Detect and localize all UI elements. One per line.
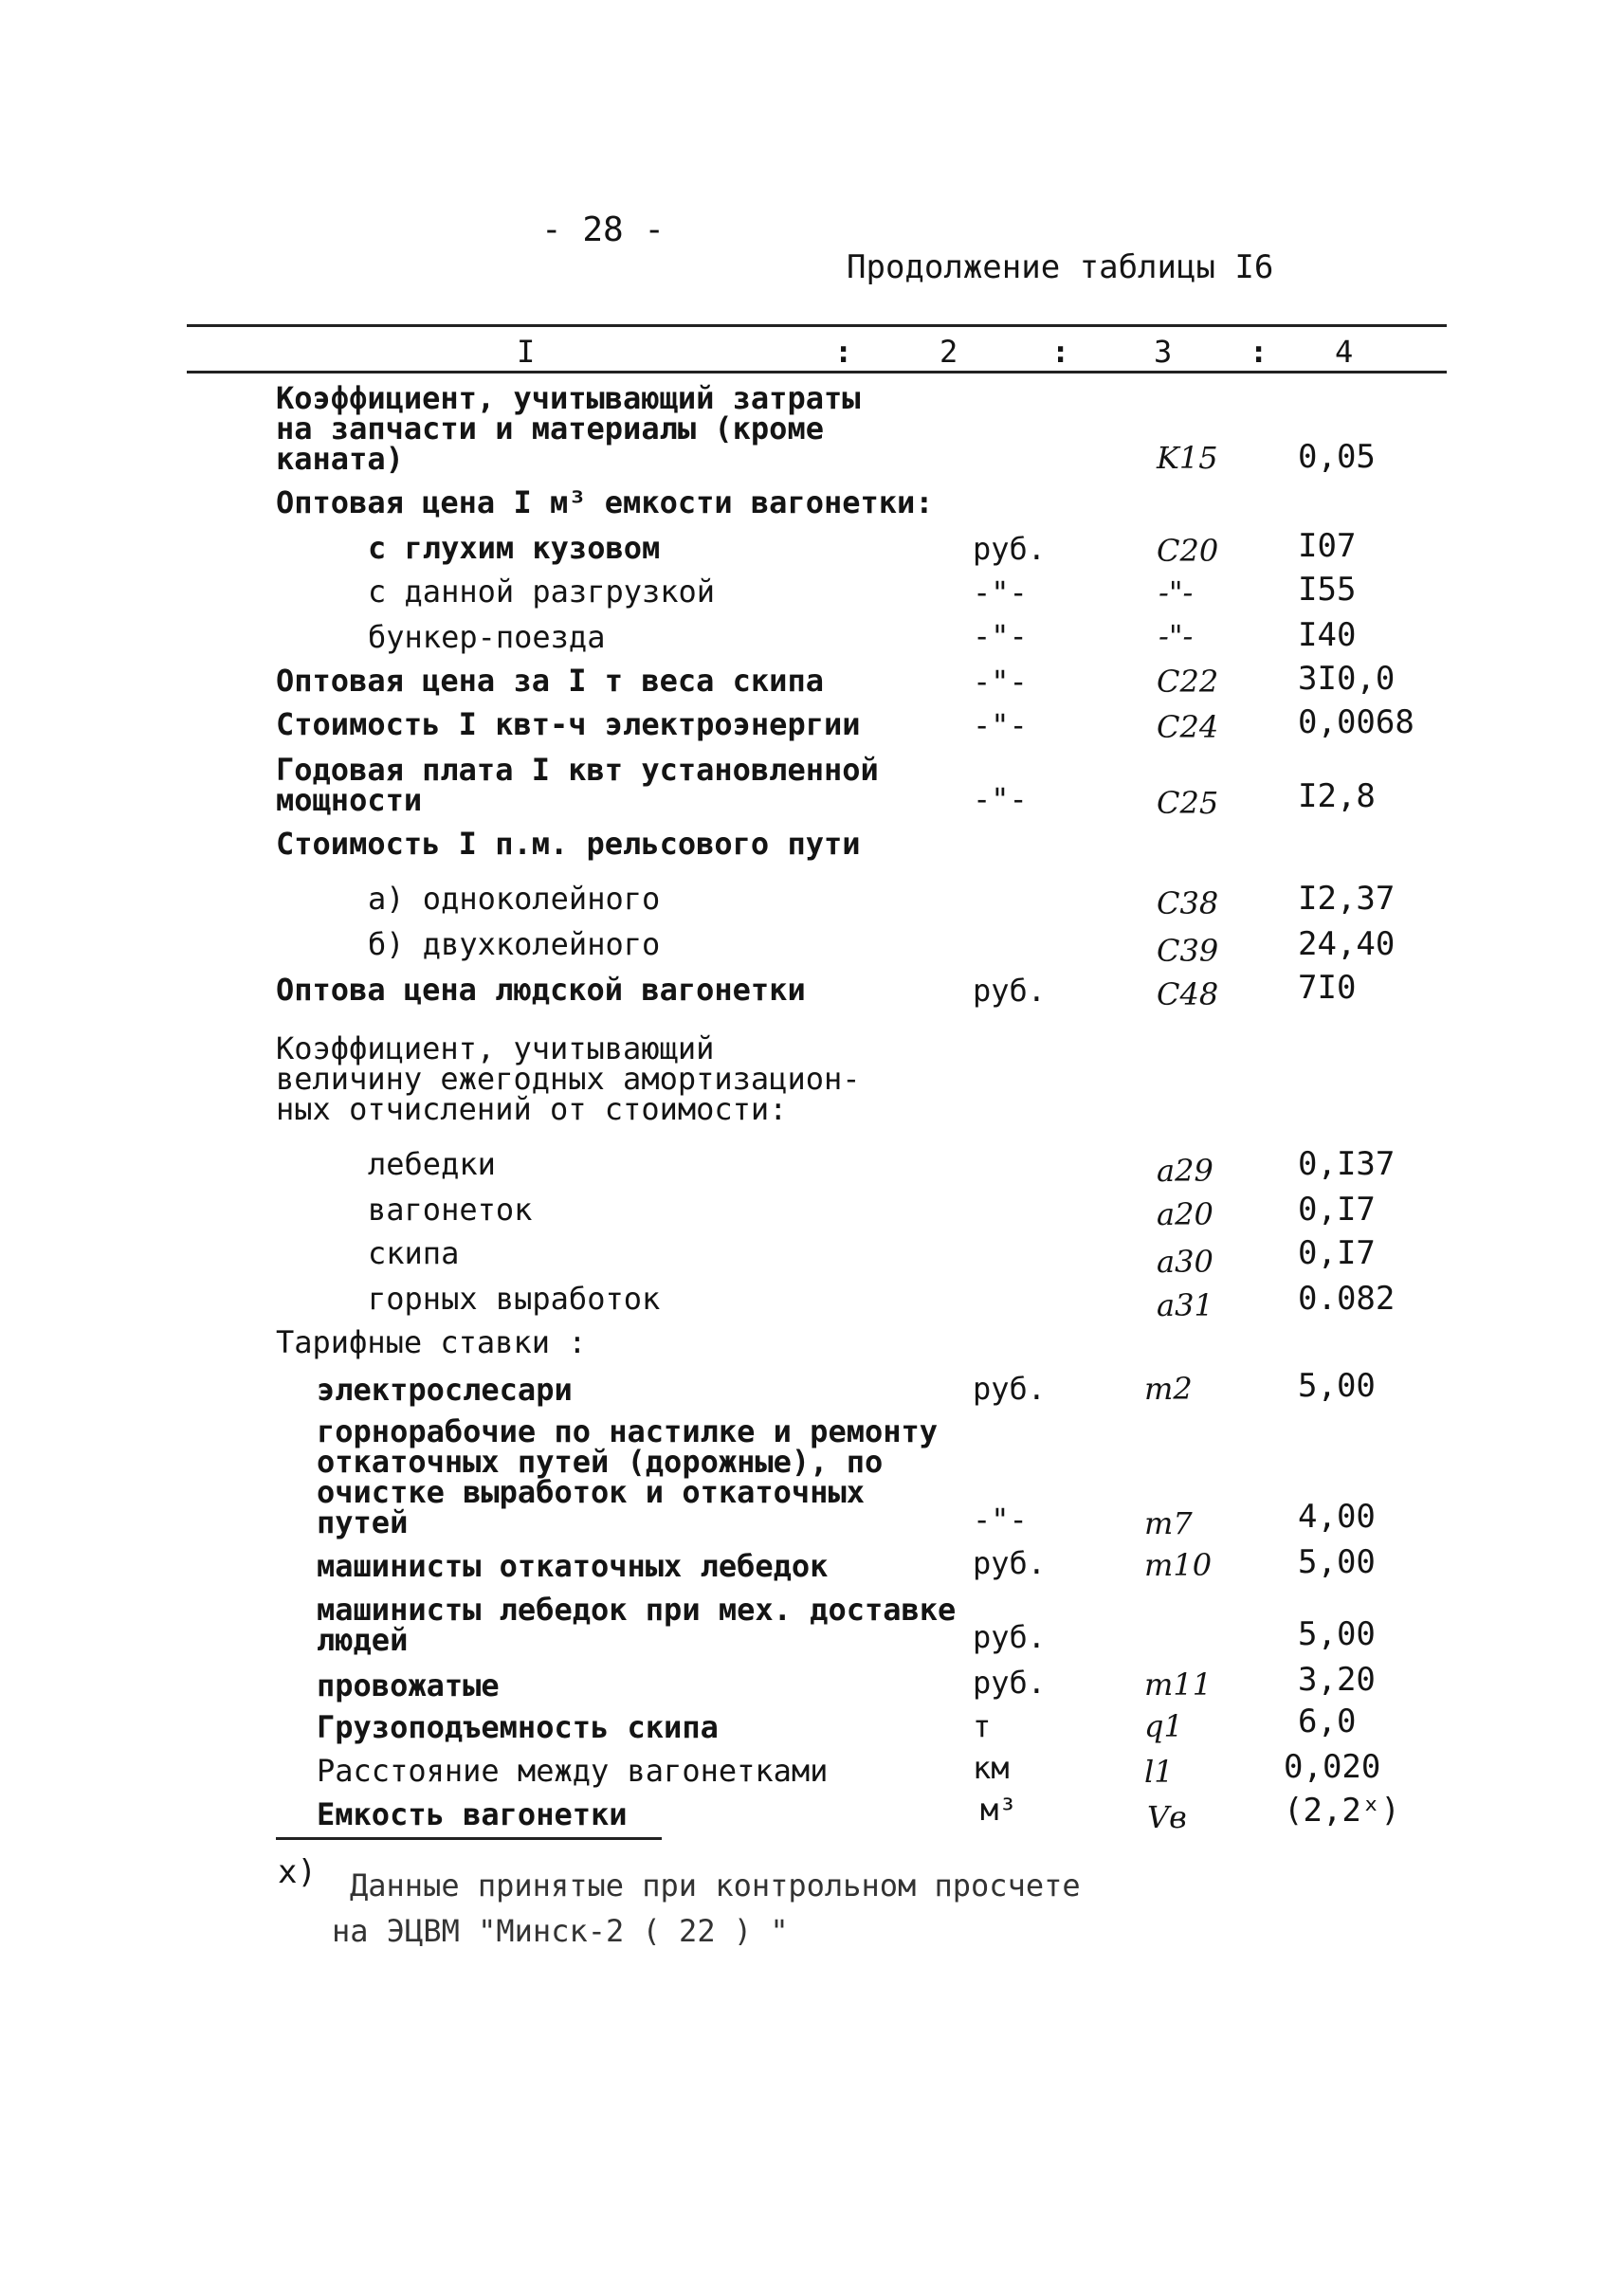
row-label: горнорабочие по настилке и ремонту откаточных путей (дорожные), по очистке выработок и откаточных путей [317,1413,939,1540]
row-label: Коэффициент, учитывающий величину ежегодных амортизацион- ных отчислений от стоимости: [276,1030,861,1127]
row-label: Стоимость I квт-ч электроэнергии [276,706,861,742]
row-symbol: C39 [1157,933,1219,969]
row-value: 0,I7 [1298,1234,1376,1272]
row-label: Расстояние между вагонетками [317,1753,829,1789]
row-symbol: C25 [1157,785,1219,821]
row-value: 3I0,0 [1298,660,1396,698]
row-symbol: Vв [1147,1799,1187,1835]
row-symbol: m7 [1144,1505,1193,1541]
column-separator: : [1051,334,1070,370]
row-symbol: l1 [1144,1754,1174,1790]
row-value: 0,05 [1298,438,1376,476]
column-header-3: 3 [1154,334,1173,370]
row-value: 0,I7 [1298,1191,1376,1229]
row-unit: руб. [973,1619,1047,1655]
footnote-text-line-1: Данные принятые при контрольном просчете [350,1867,1081,1903]
row-unit: -"- [973,574,1028,610]
row-value: 3,20 [1298,1661,1376,1699]
row-unit: руб. [973,1665,1047,1701]
row-value: 5,00 [1298,1367,1376,1405]
row-label: а) одноколейного [368,881,661,917]
row-symbol: m2 [1144,1371,1193,1407]
column-header-1: I [517,334,536,370]
column-separator: : [1250,334,1268,370]
row-symbol: C20 [1157,533,1219,569]
row-value: (2,2ˣ) [1284,1792,1400,1830]
footnote-text-line-2: на ЭЦВМ "Минск-2 ( 22 ) " [332,1913,789,1949]
table-top-rule [187,324,1447,327]
row-unit: руб. [973,973,1047,1009]
row-value: I55 [1298,571,1357,609]
column-separator: : [834,334,853,370]
row-value: 0,020 [1284,1748,1381,1786]
row-label: электрослесари [317,1372,573,1408]
row-symbol: a31 [1157,1287,1213,1323]
row-symbol: -"- [1159,574,1194,610]
row-label: машинисты лебедок при мех. доставке людей [317,1592,957,1658]
row-unit: -"- [973,781,1028,817]
page-number: - 28 - [541,210,666,249]
row-value: 6,0 [1298,1703,1357,1740]
row-value: 24,40 [1298,925,1396,963]
row-unit: руб. [973,1545,1047,1581]
row-symbol: a20 [1157,1196,1213,1232]
row-label: Оптовая цена I м³ емкости вагонетки: [276,484,934,520]
row-label: провожатые [317,1667,500,1703]
row-symbol: a29 [1157,1153,1213,1189]
row-symbol: C24 [1157,709,1219,745]
row-label: вагонеток [368,1192,533,1228]
row-value: 0,I37 [1298,1145,1396,1183]
row-unit: -"- [973,1502,1028,1538]
footnote-rule [276,1837,662,1840]
row-symbol: -"- [1159,618,1194,654]
row-unit: руб. [973,1371,1047,1407]
row-symbol: a30 [1157,1244,1213,1280]
row-label: Коэффициент, учитывающий затраты на запчасти и материалы (кроме каната) [276,380,861,477]
row-unit: м³ [980,1792,1017,1828]
row-value: 0,0068 [1298,703,1414,741]
row-label: Оптовая цена за I т веса скипа [276,663,824,699]
row-label: Стоимость I п.м. рельсового пути [276,826,861,862]
row-value: I40 [1298,616,1357,654]
row-value: 0.082 [1298,1280,1396,1318]
row-symbol: C22 [1157,664,1219,700]
row-symbol: m10 [1144,1547,1213,1583]
row-value: I07 [1298,527,1357,565]
row-label: скипа [368,1235,460,1271]
row-label: Оптова цена людской вагонетки [276,972,806,1008]
row-unit: -"- [973,707,1028,743]
row-label: горных выработок [368,1281,661,1317]
footnote-mark: х) [278,1853,317,1891]
row-label: с данной разгрузкой [368,574,716,610]
column-header-2: 2 [940,334,958,370]
row-symbol: K15 [1157,440,1218,476]
table-header-rule [187,371,1447,373]
row-value: 5,00 [1298,1615,1376,1653]
row-value: 5,00 [1298,1543,1376,1581]
row-label: б) двухколейного [368,926,661,962]
row-unit: т [973,1708,992,1744]
row-value: I2,8 [1298,777,1376,815]
row-label: лебедки [368,1146,496,1182]
row-unit: км [973,1750,1010,1786]
row-symbol: C48 [1157,976,1219,1012]
row-symbol: q1 [1144,1708,1183,1744]
row-symbol: m11 [1144,1667,1213,1703]
row-label: Годовая плата I квт установленной мощности [276,752,879,818]
row-label: Тарифные ставки : [276,1324,587,1360]
row-label: бункер-поезда [368,619,606,655]
row-value: I2,37 [1298,880,1396,918]
row-unit: -"- [973,618,1028,654]
row-label: Грузоподъемность скипа [317,1709,719,1745]
row-label: машинисты откаточных лебедок [317,1548,829,1584]
row-label: с глухим кузовом [368,530,661,566]
row-unit: -"- [973,664,1028,700]
row-symbol: C38 [1157,885,1219,921]
column-header-4: 4 [1335,334,1354,370]
row-unit: руб. [973,531,1047,567]
row-label: Емкость вагонетки [317,1796,628,1832]
row-value: 7I0 [1298,969,1357,1007]
row-value: 4,00 [1298,1498,1376,1536]
table-continuation-label: Продолжение таблицы I6 [847,248,1274,286]
